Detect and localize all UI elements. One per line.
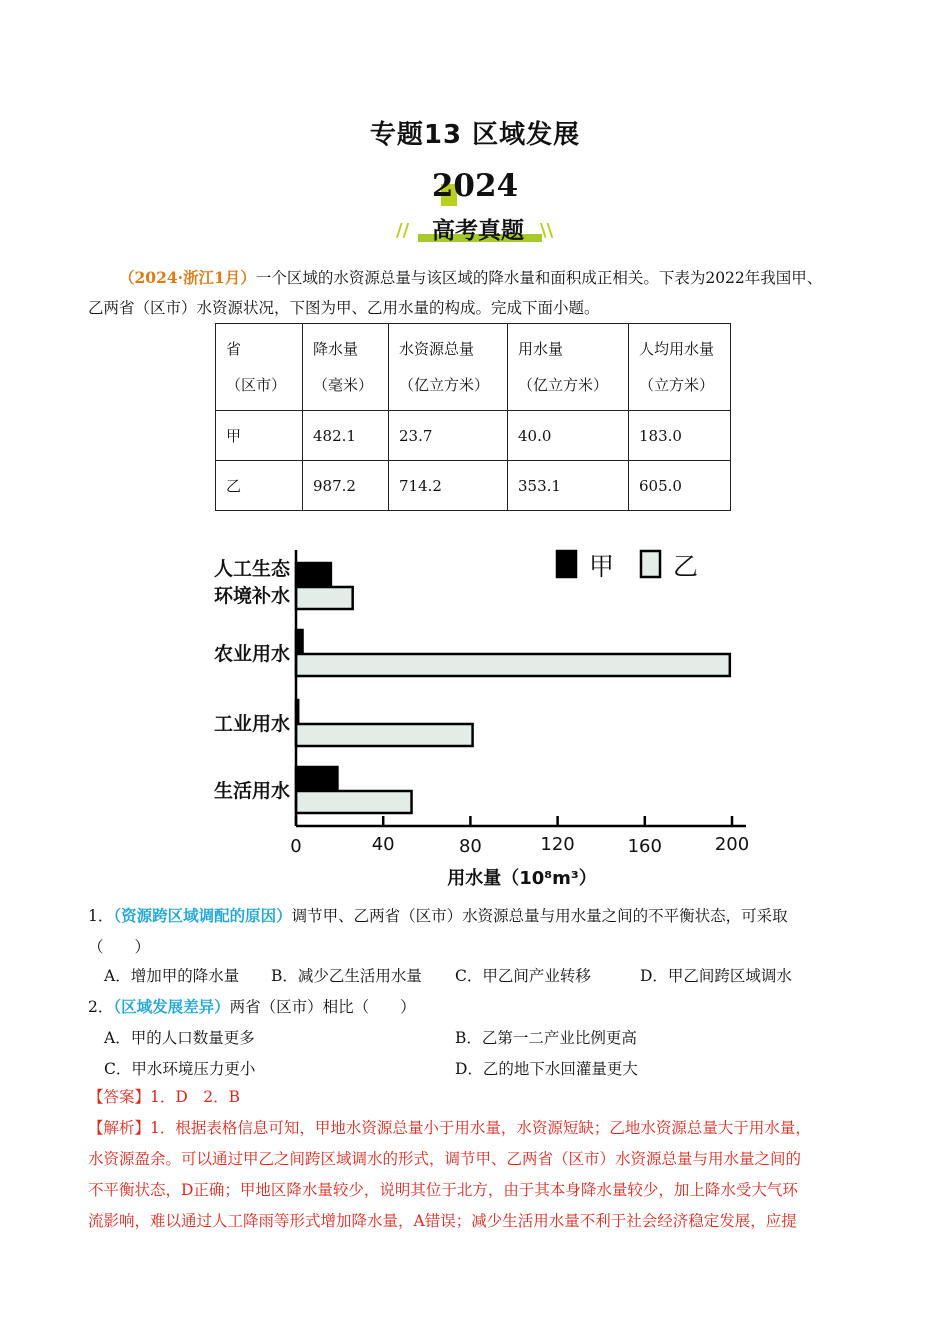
year-heading: 2024 [431, 168, 519, 204]
category-label: 农业用水 [213, 643, 290, 665]
question-stem: 调节甲、乙两省（区市）水资源总量与用水量之间的不平衡状态，可采取 [291, 907, 788, 925]
category-label: 人工生态 [213, 558, 290, 580]
option-a: A．甲的人口数量更多 [104, 1029, 255, 1047]
analysis-line: 水资源盈余。可以通过甲乙之间跨区域调水的形式，调节甲、乙两省（区市）水资源总量与用水量之间的 [88, 1150, 802, 1168]
x-tick-label: 0 [290, 836, 302, 857]
bar-jia [296, 563, 331, 585]
intro-line-1: 一个区域的水资源总量与该区域的降水量和面积成正相关。下表为2022年我国甲、 [255, 269, 823, 287]
badge-slash-left-icon: // [396, 220, 410, 241]
answer-line [88, 1082, 240, 1113]
table-cell: 353.1 [508, 461, 629, 511]
question-1 [88, 900, 868, 963]
x-axis-label: 用水量（10⁸m³） [447, 868, 597, 889]
legend-swatch [557, 551, 576, 577]
bar-yi [296, 654, 730, 676]
page-title: 专题13 区域发展 [369, 120, 581, 150]
table-header-cell: 省 （区市） [216, 324, 303, 411]
category-label: 工业用水 [213, 713, 290, 735]
question-2 [88, 991, 416, 1023]
question-tag: （区域发展差异） [113, 997, 230, 1016]
table-row [216, 411, 731, 461]
option-d: D．乙的地下水回灌量更大 [455, 1060, 638, 1078]
analysis-block [88, 1113, 868, 1237]
legend-label: 乙 [673, 552, 699, 581]
question-stem: 两省（区市）相比（ ） [229, 998, 416, 1016]
analysis-line: 不平衡状态，D正确；甲地区降水量较少，说明其位于北方，由于其本身降水量较少，加上降水受大气环 [88, 1181, 798, 1199]
option-c: C．甲水环境压力更小 [104, 1060, 256, 1078]
question-number: 1． [88, 907, 114, 925]
bar-yi [296, 791, 412, 813]
intro-paragraph [88, 263, 868, 323]
table-cell: 987.2 [303, 461, 389, 511]
question-blank: （ ） [88, 938, 151, 956]
water-use-bar-chart [200, 530, 760, 895]
table-cell: 714.2 [389, 461, 508, 511]
question-tag: （资源跨区域调配的原因） [113, 906, 292, 925]
x-tick-label: 80 [458, 836, 482, 857]
badge-slash-right-icon: \\ [540, 220, 554, 241]
bar-jia [296, 767, 337, 789]
bar-yi [296, 587, 353, 609]
source-tag: （2024·浙江1月） [119, 268, 256, 287]
table-cell: 605.0 [629, 461, 731, 511]
category-label: 环境补水 [213, 585, 290, 607]
option-b: B．减少乙生活用水量 [271, 967, 422, 985]
table-header-row [216, 324, 731, 411]
table-cell: 40.0 [508, 411, 629, 461]
table-header-cell: 水资源总量 （亿立方米） [389, 324, 508, 411]
analysis-line: 流影响，难以通过人工降雨等形式增加降水量，A错误；减少生活用水量不利于社会经济稳定发展，应提 [88, 1212, 797, 1230]
intro-line-2: 乙两省（区市）水资源状况，下图为甲、乙用水量的构成。完成下面小题。 [88, 299, 600, 317]
answer-text: 1．D 2．B [150, 1088, 241, 1106]
option-a: A．增加甲的降水量 [104, 967, 240, 985]
table-cell: 甲 [216, 411, 303, 461]
x-tick-label: 40 [371, 834, 395, 855]
x-tick-label: 200 [714, 834, 750, 855]
x-tick-label: 160 [627, 836, 662, 857]
table-header-cell: 人均用水量 （立方米） [629, 324, 731, 411]
table-header-cell: 用水量 （亿立方米） [508, 324, 629, 411]
section-badge: 高考真题 [432, 218, 524, 244]
analysis-line: 1．根据表格信息可知，甲地水资源总量小于用水量，水资源短缺；乙地水资源总量大于用水量， [150, 1119, 811, 1137]
table-header-cell: 降水量 （毫米） [303, 324, 389, 411]
water-resource-table [215, 323, 731, 511]
option-b: B．乙第一二产业比例更高 [455, 1029, 637, 1047]
table-cell: 23.7 [389, 411, 508, 461]
answer-label: 【答案】 [88, 1088, 151, 1106]
table-row [216, 461, 731, 511]
analysis-label: 【解析】 [88, 1119, 151, 1137]
table-cell: 183.0 [629, 411, 731, 461]
legend-swatch [641, 551, 660, 577]
legend-label: 甲 [589, 552, 615, 581]
table-cell: 乙 [216, 461, 303, 511]
x-tick-label: 120 [540, 834, 575, 855]
category-label: 生活用水 [213, 780, 290, 802]
option-c: C．甲乙间产业转移 [455, 967, 591, 985]
table-cell: 482.1 [303, 411, 389, 461]
question-number: 2． [88, 998, 114, 1016]
bar-yi [296, 724, 473, 746]
option-d: D．甲乙间跨区域调水 [640, 967, 792, 985]
